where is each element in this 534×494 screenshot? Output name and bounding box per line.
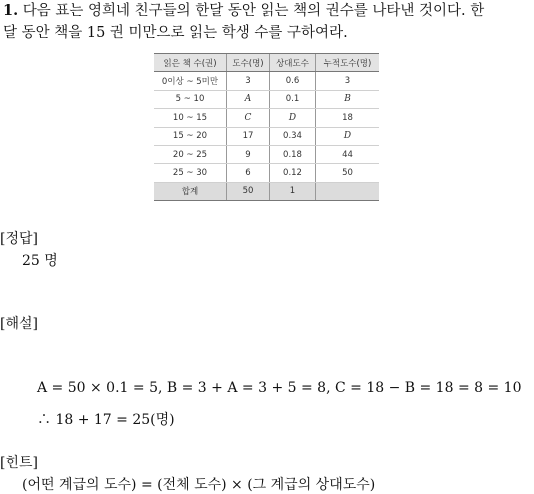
- class-interval: 10 ~ 15: [154, 109, 227, 127]
- relative-frequency-cell: 0.1: [270, 90, 316, 108]
- question-text-1: 다음 표는 영희네 친구들의 한달 동안 읽는 책의 권수를 나타낸 것이다. 한: [22, 3, 485, 19]
- table-row: [154, 72, 379, 90]
- frequency-cell: 17: [227, 127, 270, 145]
- question-number: 1.: [3, 2, 19, 19]
- relative-frequency-cell: 0.12: [270, 164, 316, 182]
- answer-heading: [정답]: [0, 231, 38, 247]
- total-relative-frequency: 1: [270, 182, 316, 200]
- header-cumulative-frequency: 누적도수(명): [316, 54, 380, 72]
- class-interval: 5 ~ 10: [154, 90, 227, 108]
- frequency-cell: 3: [227, 72, 270, 90]
- question-text-2: 달 동안 책을 15 권 미만으로 읽는 학생 수를 구하여라.: [3, 25, 348, 41]
- relative-frequency-cell: 0.6: [270, 72, 316, 90]
- relative-frequency-cell: 0.34: [270, 127, 316, 145]
- hint-heading: [힌트]: [0, 455, 38, 471]
- cumulative-frequency-cell: D: [316, 127, 380, 145]
- header-relative-frequency: 상대도수: [270, 54, 316, 72]
- total-frequency: 50: [227, 182, 270, 200]
- class-interval: 20 ~ 25: [154, 145, 227, 163]
- class-interval: 0이상 ~ 5미만: [154, 72, 227, 90]
- table-row: [154, 90, 379, 108]
- question-line-1: [3, 4, 484, 19]
- cumulative-frequency-cell: 44: [316, 145, 380, 163]
- cumulative-frequency-cell: 18: [316, 109, 380, 127]
- frequency-cell: 9: [227, 145, 270, 163]
- class-interval: 15 ~ 20: [154, 127, 227, 145]
- total-cumulative: [316, 182, 380, 200]
- header-books-read: 읽은 책 수(권): [154, 54, 227, 72]
- table-total-row: [154, 182, 379, 200]
- table-row: [154, 145, 379, 163]
- explanation-heading: [해설]: [0, 316, 38, 332]
- table-row: [154, 164, 379, 182]
- cumulative-frequency-cell: B: [316, 90, 380, 108]
- table-row: [154, 109, 379, 127]
- total-label: 합계: [154, 182, 227, 200]
- frequency-cell: 6: [227, 164, 270, 182]
- answer-value: 25 명: [22, 253, 58, 269]
- class-interval: 25 ~ 30: [154, 164, 227, 182]
- frequency-cell: A: [227, 90, 270, 108]
- cumulative-frequency-cell: 50: [316, 164, 380, 182]
- relative-frequency-cell: 0.18: [270, 145, 316, 163]
- header-frequency: 도수(명): [227, 54, 270, 72]
- frequency-cell: C: [227, 109, 270, 127]
- table-header-row: [154, 54, 379, 72]
- relative-frequency-cell: D: [270, 109, 316, 127]
- explanation-equation-1: A = 50 × 0.1 = 5, B = 3 + A = 3 + 5 = 8, C = 18 − B = 18 = 8 = 10: [37, 380, 522, 396]
- table-row: [154, 127, 379, 145]
- cumulative-frequency-cell: 3: [316, 72, 380, 90]
- hint-text: (어떤 계급의 도수) = (전체 도수) × (그 계급의 상대도수): [22, 477, 376, 493]
- explanation-equation-2: ∴ 18 + 17 = 25(명): [37, 412, 175, 428]
- frequency-table: [154, 53, 379, 201]
